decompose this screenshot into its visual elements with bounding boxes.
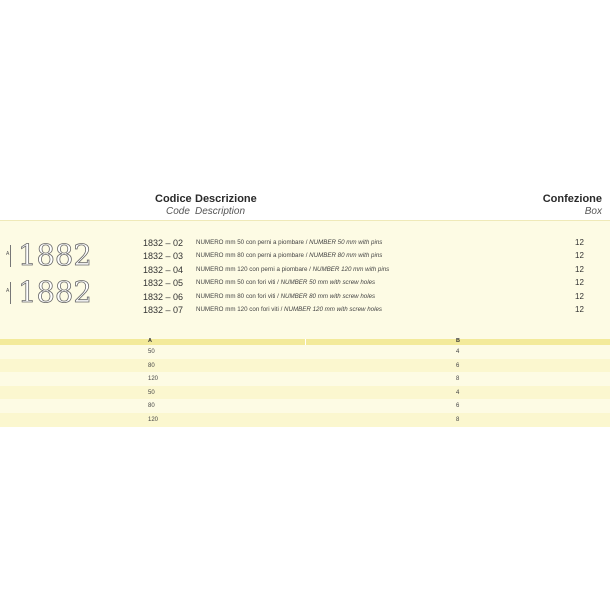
cell-a: 120: [148, 416, 159, 423]
header-box: Box: [584, 206, 602, 217]
table-row: [0, 413, 610, 427]
header-confezione: Confezione: [542, 193, 602, 205]
desc-en: NUMBER 120 mm with pins: [312, 265, 390, 273]
dimension-table: [0, 339, 610, 427]
product-row: [0, 278, 610, 291]
dimension-rows: [0, 345, 610, 427]
product-box: 12: [575, 264, 584, 274]
product-box: 12: [575, 251, 584, 261]
dimension-label: A: [6, 288, 10, 294]
product-row: [0, 251, 610, 264]
product-code: 1832 – 03: [143, 251, 184, 262]
cell-a: 80: [148, 362, 155, 369]
cell-b: 6: [456, 403, 460, 410]
product-box: 12: [575, 238, 584, 247]
product-section: [0, 220, 610, 341]
header-descrizione: Descrizione: [195, 193, 257, 205]
desc-it: NUMERO mm 120 con perni a piombare /: [196, 265, 313, 273]
col-a-header: A: [148, 338, 152, 344]
product-list: [0, 238, 610, 318]
product-box: 12: [575, 278, 584, 288]
cell-b: 4: [456, 349, 460, 355]
table-row: [0, 399, 610, 413]
desc-en: NUMBER 80 mm with screw holes: [280, 292, 376, 300]
desc-it: NUMERO mm 80 con fori viti /: [196, 292, 281, 300]
desc-en: NUMBER 120 mm with screw holes: [284, 305, 383, 313]
product-description: [196, 279, 375, 286]
product-row: [0, 305, 610, 318]
product-code: 1832 – 04: [143, 264, 184, 275]
product-description: [196, 293, 375, 300]
header-code: Code: [166, 206, 190, 217]
table-row: [0, 372, 610, 386]
product-description: [196, 306, 382, 313]
desc-it: NUMERO mm 50 con perni a piombare /: [196, 239, 310, 246]
header-codice: Codice: [155, 193, 192, 205]
number-sample-top: 1882: [18, 238, 92, 272]
product-box: 12: [575, 304, 584, 314]
cell-a: 50: [148, 349, 155, 355]
table-row: [0, 386, 610, 400]
product-description: [196, 266, 389, 273]
product-description: [196, 252, 382, 259]
desc-en: NUMBER 80 mm with pins: [309, 252, 383, 260]
col-b-header: B: [456, 338, 460, 344]
table-row: [0, 359, 610, 373]
cell-a: 120: [148, 376, 159, 383]
product-row: [0, 238, 610, 251]
desc-it: NUMERO mm 80 con perni a piombare /: [196, 252, 310, 260]
product-code: 1832 – 07: [143, 304, 184, 315]
desc-it: NUMERO mm 120 con fori viti /: [196, 305, 285, 313]
table-header: [0, 190, 610, 220]
desc-en: NUMBER 50 mm with pins: [309, 239, 383, 246]
cell-b: 4: [456, 389, 460, 396]
header-description: Description: [195, 206, 246, 217]
cell-b: 8: [456, 376, 460, 383]
product-code: 1832 – 06: [143, 291, 184, 302]
cell-b: 6: [456, 362, 460, 369]
cell-a: 80: [148, 403, 155, 410]
number-sample-bottom: 1882: [18, 275, 92, 309]
cell-a: 50: [148, 389, 155, 396]
desc-it: NUMERO mm 50 con fori viti /: [196, 279, 281, 287]
cell-b: 8: [456, 416, 460, 423]
table-row: [0, 345, 610, 359]
product-code: 1832 – 02: [143, 238, 184, 248]
product-box: 12: [575, 291, 584, 301]
product-row: [0, 292, 610, 305]
product-description: [196, 239, 382, 246]
desc-en: NUMBER 50 mm with screw holes: [280, 279, 376, 287]
product-code: 1832 – 05: [143, 278, 184, 289]
dimension-label: A: [6, 251, 10, 257]
product-row: [0, 265, 610, 278]
